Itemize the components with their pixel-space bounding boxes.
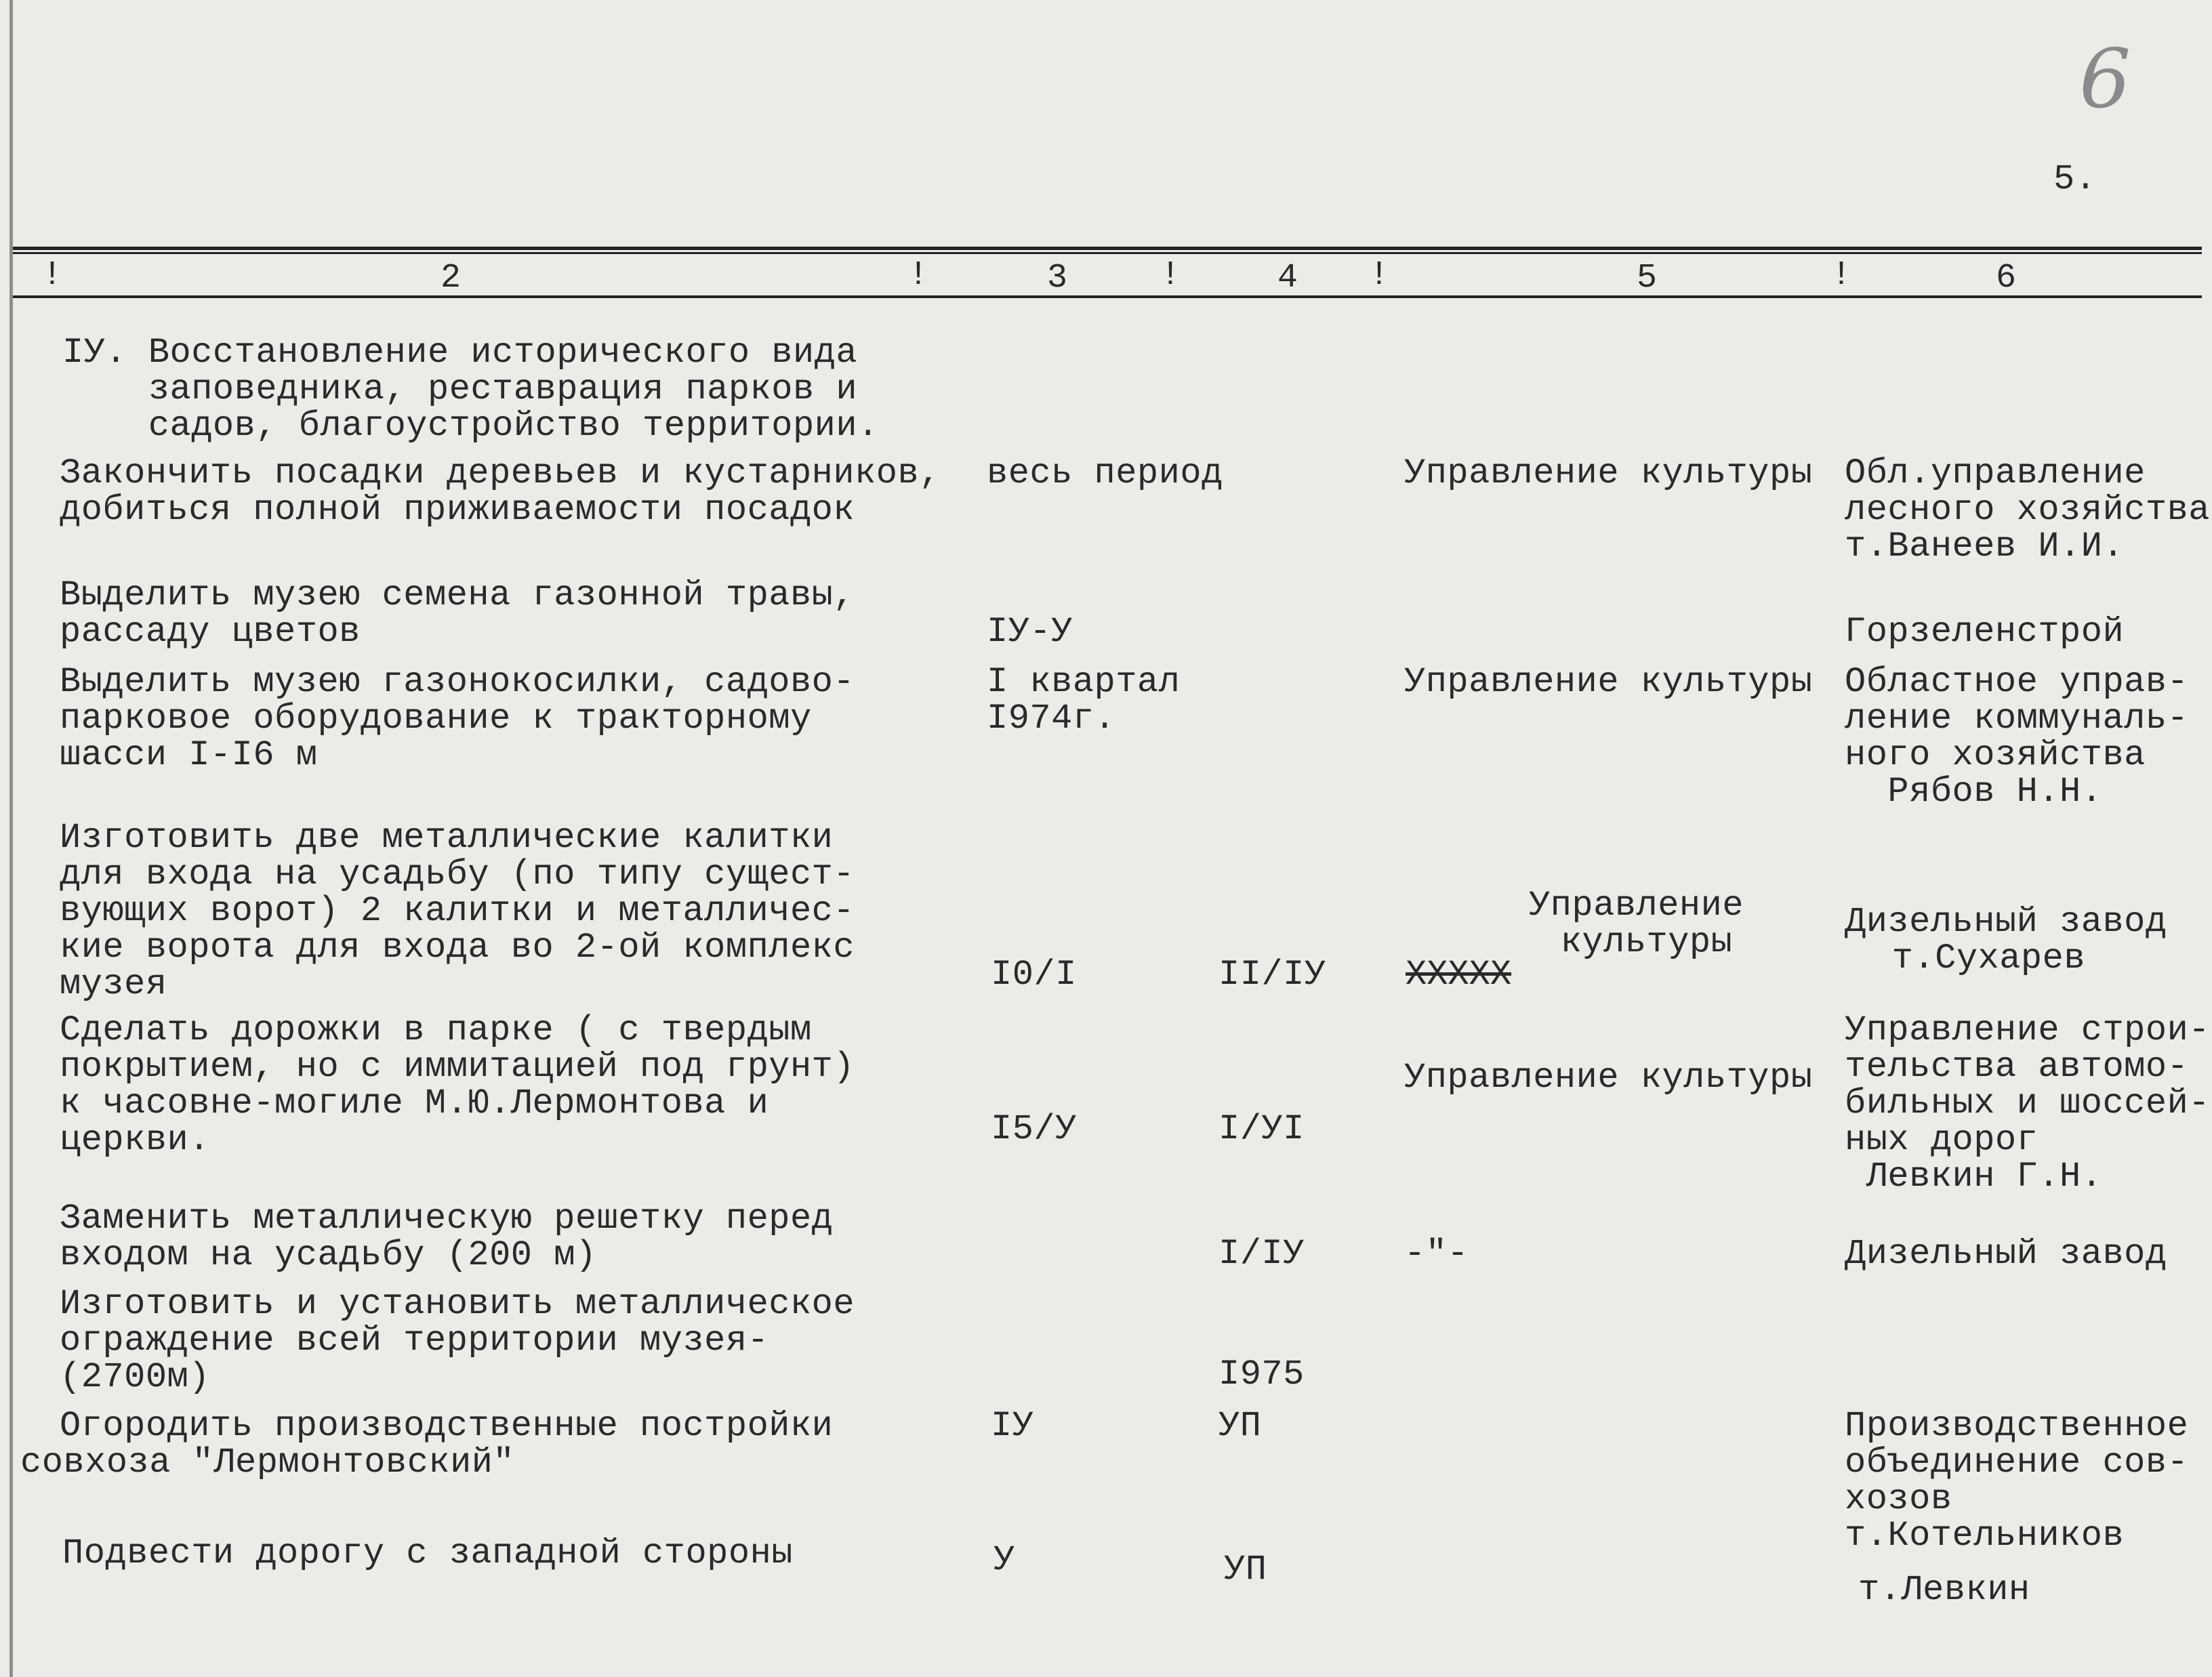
row-1-executor: Управление культуры — [1404, 453, 1813, 493]
row-5-deadline: I/УI — [1218, 1109, 1305, 1149]
row-2-task: Выделить музею семена газонной травы, рассаду цветов — [60, 575, 855, 652]
column-separator: ! — [1831, 256, 1852, 295]
header-top-rule — [13, 247, 2202, 250]
column-header-3: 3 — [1047, 259, 1068, 297]
column-separator: ! — [1160, 256, 1181, 295]
row-5-coexecutor: Управление строи- тельства автомо- бильных и шоссей- ных дорог Левкин Г.Н. — [1845, 1010, 2210, 1197]
row-5-executor: Управление культуры — [1404, 1058, 1813, 1098]
row-4-coexecutor: Дизельный завод т.Сухарев — [1845, 902, 2167, 978]
handwritten-sheet-number: 6 — [2079, 33, 2131, 127]
row-9-term: У — [994, 1540, 1015, 1580]
column-header-4: 4 — [1277, 259, 1298, 297]
row-3-task: Выделить музею газонокосилки, садово- парковое оборудование к тракторному шасси I-I6 м — [60, 662, 855, 775]
row-8-term: IУ — [991, 1406, 1034, 1446]
row-8-deadline: УП — [1218, 1406, 1262, 1446]
row-4-executor: Управление культуры — [1529, 886, 1744, 962]
column-header-2: 2 — [441, 259, 462, 297]
row-6-coexecutor: Дизельный завод — [1845, 1234, 2167, 1274]
row-4-struck-text: XXXXX — [1406, 955, 1512, 995]
header-top-rule-2 — [13, 252, 2202, 254]
row-8-coexecutor: Производственное объединение сов- хозов т.Котельников — [1845, 1406, 2189, 1556]
row-4-deadline: II/IУ — [1218, 955, 1326, 995]
column-header-6: 6 — [1996, 259, 2017, 297]
header-bottom-rule — [13, 295, 2202, 298]
row-3-term: I квартал I974г. — [987, 662, 1181, 739]
row-6-deadline: I/IУ — [1218, 1234, 1305, 1274]
row-5-task: Сделать дорожки в парке ( с твердым покрытием, но с иммитацией под грунт) к часовне-могиле М.Ю.Лермонтова и церкви. — [60, 1010, 855, 1160]
row-5-term: I5/У — [991, 1109, 1077, 1149]
column-header-5: 5 — [1637, 259, 1658, 297]
row-4-task: Изготовить две металлические калитки для входа на усадьбу (по типу сущест- вующих ворот) 2 калитки и металличес- кие ворота для входа во 2-ой комплекс музея — [60, 818, 855, 1004]
row-6-executor: -"- — [1404, 1234, 1469, 1274]
column-separator: ! — [1369, 256, 1390, 295]
row-8-task: Огородить производственные постройки совхоза "Лермонтовский" — [20, 1406, 834, 1483]
row-6-task: Заменить металлическую решетку перед входом на усадьбу (200 м) — [60, 1199, 834, 1275]
row-9-deadline: УП — [1224, 1550, 1267, 1590]
column-separator: ! — [908, 256, 929, 295]
row-9-coexecutor: т.Левкин — [1858, 1570, 2030, 1610]
row-4-term: I0/I — [991, 955, 1077, 995]
row-7-task: Изготовить и установить металлическое ограждение всей территории музея- (2700м) — [60, 1284, 855, 1397]
row-3-coexecutor: Областное управ- ление коммуналь- ного хозяйства Рябов Н.Н. — [1845, 662, 2189, 812]
row-1-coexecutor: Обл.управление лесного хозяйства т.Ванеев И.И. — [1845, 453, 2210, 566]
row-1-task: Закончить посадки деревьев и кустарников, добиться полной приживаемости посадок — [60, 453, 941, 530]
row-2-coexecutor: Горзеленстрой — [1845, 612, 2125, 652]
row-2-term: IУ-У — [987, 612, 1073, 652]
section-heading: IУ. Восстановление исторического вида заповедника, реставрация парков и садов, благоустройство территории. — [62, 333, 879, 446]
column-separator: ! — [42, 256, 63, 295]
page-number: 5. — [2053, 159, 2097, 199]
row-9-task: Подвести дорогу с западной стороны — [62, 1533, 793, 1573]
row-1-term: весь период — [987, 453, 1223, 493]
row-3-executor: Управление культуры — [1404, 662, 1813, 702]
row-7-deadline: I975 — [1218, 1354, 1305, 1394]
